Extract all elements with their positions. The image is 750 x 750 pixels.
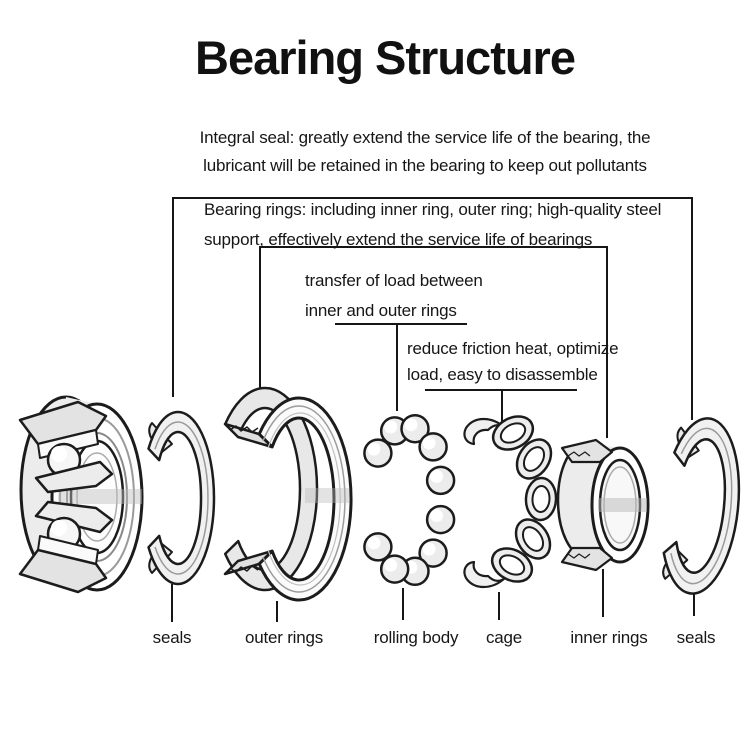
- label-outer-rings: outer rings: [244, 628, 324, 647]
- note-cage-line2: load, easy to disassemble: [407, 365, 598, 384]
- label-rolling-body: rolling body: [373, 628, 459, 647]
- note-rolling-body-line1: transfer of load between: [305, 271, 483, 290]
- ball: [364, 415, 454, 585]
- label-inner-rings: inner rings: [570, 628, 648, 647]
- outer-ring: [225, 388, 351, 600]
- rolling-body-balls: [364, 415, 454, 585]
- note-bearing-rings-line2: support, effectively extend the service life of bearings: [204, 230, 593, 249]
- label-seals-left: seals: [152, 628, 192, 647]
- note-cage-line1: reduce friction heat, optimize: [407, 339, 619, 358]
- label-cage: cage: [485, 628, 523, 647]
- note-integral-seal-line2: lubricant will be retained in the bearing to keep out pollutants: [203, 156, 647, 175]
- page-title: Bearing Structure: [195, 31, 575, 84]
- assembled-bearing: [20, 397, 142, 592]
- label-seals-right: seals: [676, 628, 716, 647]
- note-integral-seal-line1: Integral seal: greatly extend the service life of the bearing, the: [199, 128, 651, 147]
- note-rolling-body-line2: inner and outer rings: [305, 301, 457, 320]
- rolling-body-pointer: [335, 324, 467, 411]
- cage-pointer: [425, 390, 577, 423]
- cage: [464, 410, 558, 588]
- seal-right: [660, 415, 747, 597]
- seal-left: [149, 412, 214, 584]
- inner-ring: [558, 440, 648, 570]
- note-bearing-rings-line1: Bearing rings: including inner ring, outer ring; high-quality steel: [204, 200, 662, 219]
- integral-seal-bracket: [173, 198, 692, 420]
